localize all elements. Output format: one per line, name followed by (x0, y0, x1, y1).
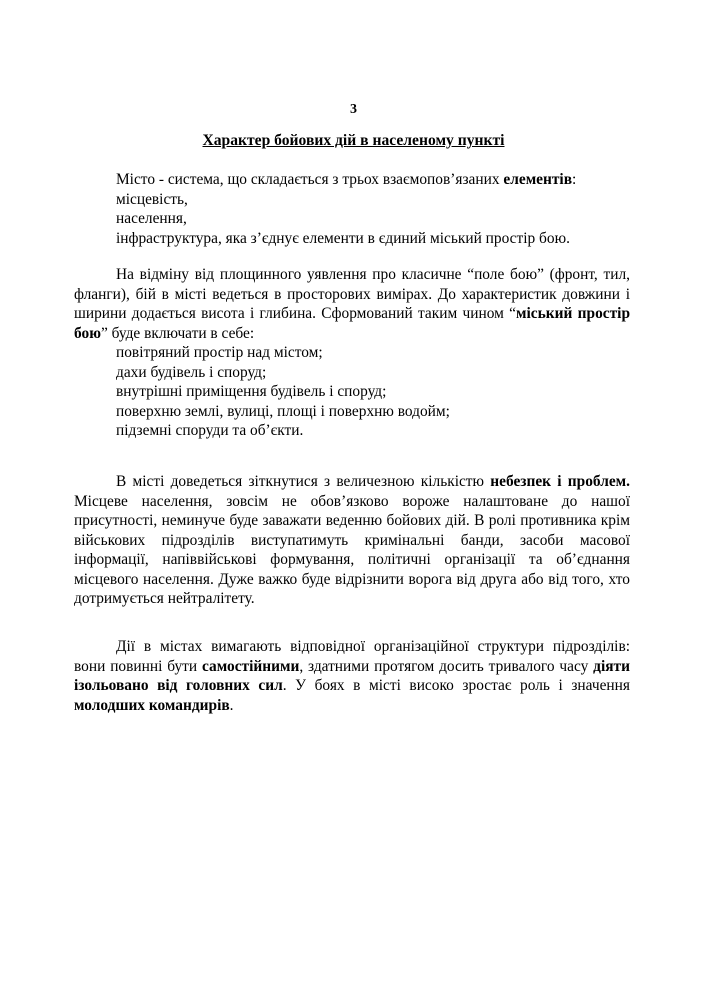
structure-text-c: . У боях в місті високо зростає роль і значення (282, 677, 630, 694)
structure-text-d: . (229, 696, 234, 714)
list-item: місцевість, (116, 190, 188, 208)
list-item: підземні споруди та об’єкти. (116, 422, 304, 439)
list-item: повітряний простір над містом; (116, 344, 323, 361)
intro-colon: : (572, 171, 577, 188)
structure-text-b: , здатними протягом досить тривалого часу (299, 657, 594, 675)
paragraph-structure (74, 637, 630, 715)
dangers-text-post: Місцеве населення, зовсім не обов’язково вороже налаштоване до нашої присутності, неминуче буде заважати веденню бойових дій. В ролі противника крім військових підрозділів виступатимуть кримінальні банди, засоби масової інформації, напіввійськові формування, політичні організації та об’єднання місцевого населення. Дуже важко буде відрізнити ворога від друга або від того, хто дотримується нейтралітету. (74, 492, 630, 607)
list-item: внутрішні приміщення будівель і споруд; (116, 383, 387, 400)
city-system-intro (74, 170, 630, 190)
intro-bold-elements: елементів (503, 171, 573, 188)
dangers-bold: небезпек і проблем. (490, 473, 631, 490)
battle-space-text-post: ” буде включати в себе: (100, 324, 255, 342)
intro-text: Місто - система, що складається з трьох взаємопов’язаних (116, 171, 504, 188)
list-item: інфраструктура, яка з’єднує елементи в єдиний міський простір бою. (116, 229, 570, 247)
paragraph-dangers (74, 472, 630, 609)
battle-space-text (74, 265, 630, 343)
structure-bold-independent: самостійними (202, 657, 300, 675)
structure-bold-isolated: діяти ізольовано від головних сил (74, 657, 630, 694)
list-item: дахи будівель і споруд; (116, 363, 267, 381)
page-number: 3 (350, 102, 357, 117)
structure-bold-commanders: молодших командирів (74, 696, 230, 714)
city-elements-list (74, 190, 630, 249)
battle-space-list (74, 343, 630, 441)
battle-space-text-pre: На відміну від площинного уявлення про класичне “поле бою” (фронт, тил, фланги), бій в місті ведеться в просторових вимірах. До характеристик довжини і ширини додається висота і глибина. Сформований таким чином “ (74, 266, 630, 322)
paragraph-battle-space (74, 265, 630, 441)
section-title: Характер бойових дій в населеному пункті (202, 132, 505, 149)
battle-space-bold: міський простір бою (74, 305, 630, 342)
structure-text-a: Дії в містах вимагають відповідної організаційної структури підрозділів: вони повинні бути (74, 638, 630, 675)
dangers-text-pre: В місті доведеться зіткнутися з величезною кількістю (116, 473, 491, 490)
dangers-text (74, 472, 630, 609)
paragraph-city-system (74, 170, 630, 248)
list-item: поверхню землі, вулиці, площі і поверхню водойм; (116, 402, 450, 420)
list-item: населення, (116, 210, 187, 227)
structure-text (74, 637, 630, 715)
